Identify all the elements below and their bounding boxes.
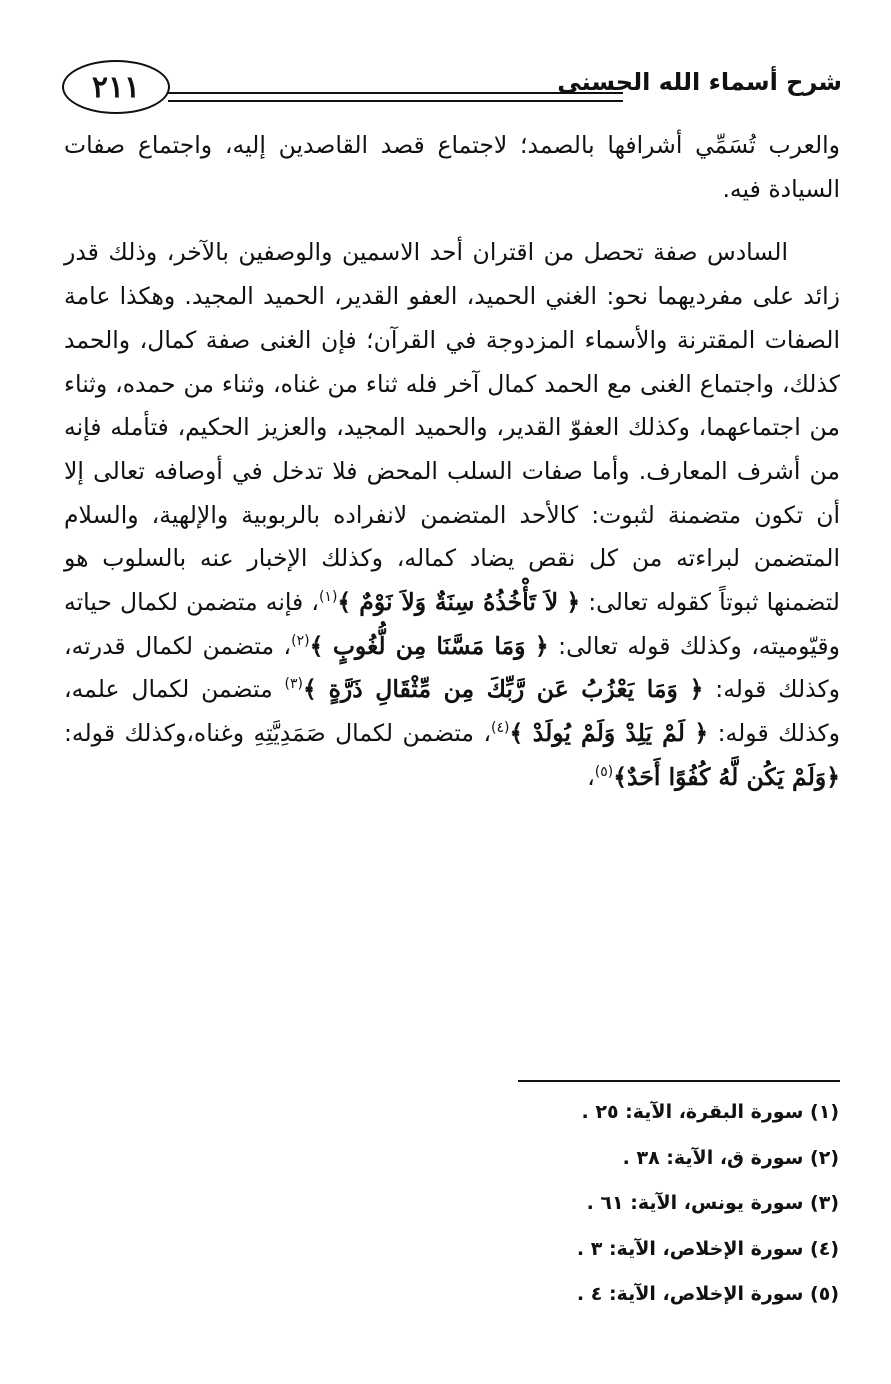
ayah-close-bracket: ﴾ — [337, 588, 352, 617]
footnote-separator — [518, 1080, 840, 1082]
page-number: ٢١١ — [62, 60, 170, 114]
ayah-open-bracket: ﴿ — [566, 588, 581, 617]
ayah-open-bracket: ﴿ — [534, 631, 549, 660]
paragraph-2 — [64, 231, 840, 799]
quran-verse-2: وَمَا مَسَّنَا مِن لُّغُوبٍ — [332, 631, 526, 660]
text-run: متضمن لكمال علمه، وكذلك قوله: — [64, 675, 840, 748]
ayah-close-bracket: ﴾ — [613, 762, 628, 791]
text-run: السادس صفة تحصل من اقتران أحد الاسمين والوصفين بالآخر، وذلك قدر زائد على مفرديهما نحو: الغني الحميد، العفو القدير، الحميد المجيد. وهكذا عامة الصفات المقترنة والأسماء المزدوجة في القرآن؛ فإن الغنى صفة كمال، والحمد كذلك، واجتماع الغنى مع الحمد كمال آخر فله ثناء من غناه، وثناء من حمده، وثناء من اجتماعهما، وكذلك العفوّ القدير، والحميد المجيد، والعزيز الحكيم، فتأمله فإنه من أشرف المعارف. وأما صفات السلب المحض فلا تدخل في أوصافه تعالى إلا أن تكون متضمنة لثبوت: كالأحد المتضمن لانفراده بالربوبية والإلهية، والسلام المتضمن لبراءته من كل نقص يضاد كماله، وكذلك الإخبار عنه بالسلوب هو لتضمنها ثبوتاً كقوله تعالى: — [64, 238, 840, 617]
text-run: ، — [587, 762, 595, 791]
footnote-1: (١) سورة البقرة، الآية: ٢٥ . — [581, 1101, 839, 1123]
footnote-ref-4: (٤) — [491, 720, 510, 737]
quran-verse-3: وَمَا يَعْزُبُ عَن رَّبِّكَ مِن مِّثْقَالِ ذَرَّةٍ — [328, 675, 678, 704]
footnote-4: (٤) سورة الإخلاص، الآية: ٣ . — [576, 1237, 839, 1260]
footnote-3: (٣) سورة يونس، الآية: ٦١ . — [586, 1192, 839, 1214]
footnote-ref-5: (٥) — [594, 764, 614, 781]
footnote-5: (٥) سورة الإخلاص، الآية: ٤ . — [576, 1283, 839, 1305]
footnote-ref-3: (٣) — [284, 676, 303, 693]
text-run: ، فإنه متضمن لكمال حياته وقيّوميته، وكذلك قوله تعالى: — [64, 588, 840, 660]
running-title: شرح أسماء الله الحسنى — [557, 68, 842, 96]
ayah-open-bracket: ﴿ — [689, 675, 704, 704]
ayah-close-bracket: ﴾ — [303, 675, 317, 704]
ayah-open-bracket: ﴿ — [694, 719, 709, 748]
header-rule-top — [168, 92, 623, 94]
quran-verse-5: وَلَمْ يَكُن لَّهُ كُفُوًا أَحَدٌ — [627, 762, 827, 791]
page-header — [62, 60, 842, 118]
footnote-ref-1: (١) — [318, 589, 338, 606]
quran-verse-4: لَمْ يَلِدْ وَلَمْ يُولَدْ — [532, 719, 685, 748]
footnote-ref-2: (٢) — [291, 632, 310, 649]
ayah-open-bracket: ﴿ — [826, 762, 840, 791]
ayah-close-bracket: ﴾ — [509, 719, 524, 748]
ayah-close-bracket: ﴾ — [309, 631, 324, 660]
header-rule-bottom — [168, 100, 623, 102]
text-run: ، متضمن لكمال قدرته، وكذلك قوله: — [64, 631, 840, 704]
footnotes — [459, 1090, 839, 1318]
text-run: ، متضمن لكمال صَمَدِيَّتِهِ وغناه،وكذلك قوله: — [64, 719, 492, 748]
paragraph-1: والعرب تُسَمِّي أشرافها بالصمد؛ لاجتماع قصد القاصدين إليه، واجتماع صفات السيادة فيه. — [64, 131, 840, 203]
quran-verse-1: لاَ تَأْخُذُهُ سِنَةٌ وَلاَ نَوْمٌ — [359, 588, 559, 617]
footnote-2: (٢) سورة ق، الآية: ٣٨ . — [622, 1146, 839, 1169]
body-text — [64, 124, 840, 800]
